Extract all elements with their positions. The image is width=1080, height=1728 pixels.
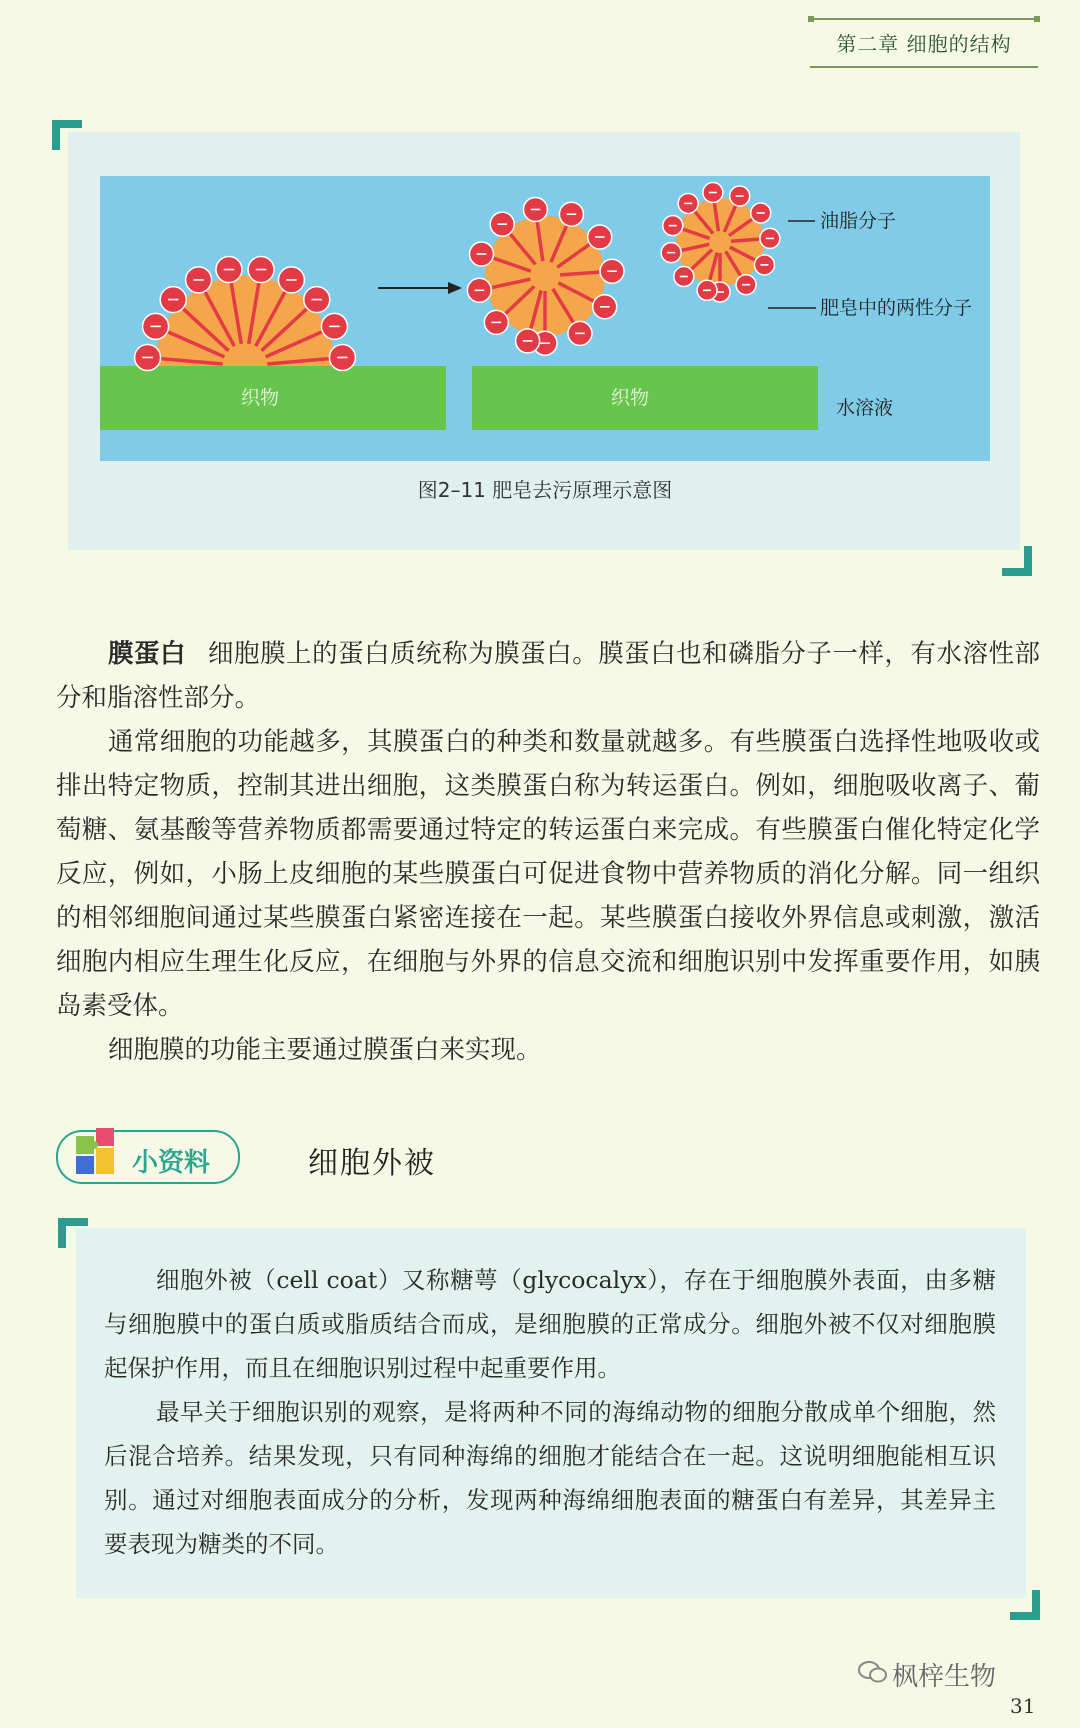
info-paragraph: 最早关于细胞识别的观察，是将两种不同的海绵动物的细胞分散成单个细胞，然后混合培养。结果发现，只有同种海绵的细胞才能结合在一起。这说明细胞能相互识别。通过对细胞表面成分的分析，发现两种海绵细胞表面的糖蛋白有差异，其差异主要表现为糖类的不同。 bbox=[104, 1398, 996, 1558]
info-paragraph: 细胞外被（cell coat）又称糖萼（glycocalyx），存在于细胞膜外表面，由多糖与细胞膜中的蛋白质或脂质结合而成，是细胞膜的正常成分。细胞外被不仅对细胞膜起保护作用，而且在细胞识别过程中起重要作用。 bbox=[104, 1266, 996, 1382]
wechat-icon bbox=[858, 1660, 888, 1684]
amphiphilic-label: 肥皂中的两性分子 bbox=[820, 297, 973, 319]
info-title: 细胞外被 bbox=[308, 1146, 436, 1181]
paragraph: 通常细胞的功能越多，其膜蛋白的种类和数量就越多。有些膜蛋白选择性地吸收或排出特定物质，控制其进出细胞，这类膜蛋白称为转运蛋白。例如，细胞吸收离子、葡萄糖、氨基酸等营养物质都需要通过特定的转运蛋白来完成。有些膜蛋白催化特定化学反应，例如，小肠上皮细胞的某些膜蛋白可促进食物中营养物质的消化分解。同一组织的相邻细胞间通过某些膜蛋白紧密连接在一起。某些膜蛋白接收外界信息或刺激，激活细胞内相应生理生化反应，在细胞与外界的信息交流和细胞识别中发挥重要作用，如胰岛素受体。 bbox=[56, 727, 1040, 1021]
paragraph: 细胞膜的功能主要通过膜蛋白来实现。 bbox=[108, 1035, 542, 1065]
soap-diagram bbox=[100, 176, 990, 461]
info-text bbox=[104, 1258, 996, 1566]
page-number: 31 bbox=[1010, 1694, 1036, 1718]
figure-corner-bottom-right bbox=[1002, 546, 1032, 576]
term-heading: 膜蛋白 bbox=[108, 639, 187, 669]
info-badge bbox=[56, 1130, 240, 1184]
chapter-title: 第二章 细胞的结构 bbox=[836, 32, 1012, 56]
chapter-header bbox=[810, 18, 1038, 68]
paragraph: 膜蛋白 细胞膜上的蛋白质统称为膜蛋白。膜蛋白也和磷脂分子一样，有水溶性部分和脂溶性部分。 bbox=[56, 639, 1040, 713]
puzzle-icon bbox=[72, 1126, 122, 1182]
watermark: 枫梓生物 bbox=[892, 1662, 997, 1692]
figure-caption: 图2–11 肥皂去污原理示意图 bbox=[417, 478, 673, 502]
info-corner-bottom-right bbox=[1010, 1590, 1040, 1620]
oil-molecule-label: 油脂分子 bbox=[820, 210, 897, 232]
fabric-left-label: 织物 bbox=[240, 387, 280, 409]
fabric-right-label: 织物 bbox=[610, 387, 650, 409]
main-text bbox=[56, 632, 1040, 1072]
info-badge-label: 小资料 bbox=[132, 1148, 211, 1178]
water-label: 水溶液 bbox=[836, 397, 894, 419]
